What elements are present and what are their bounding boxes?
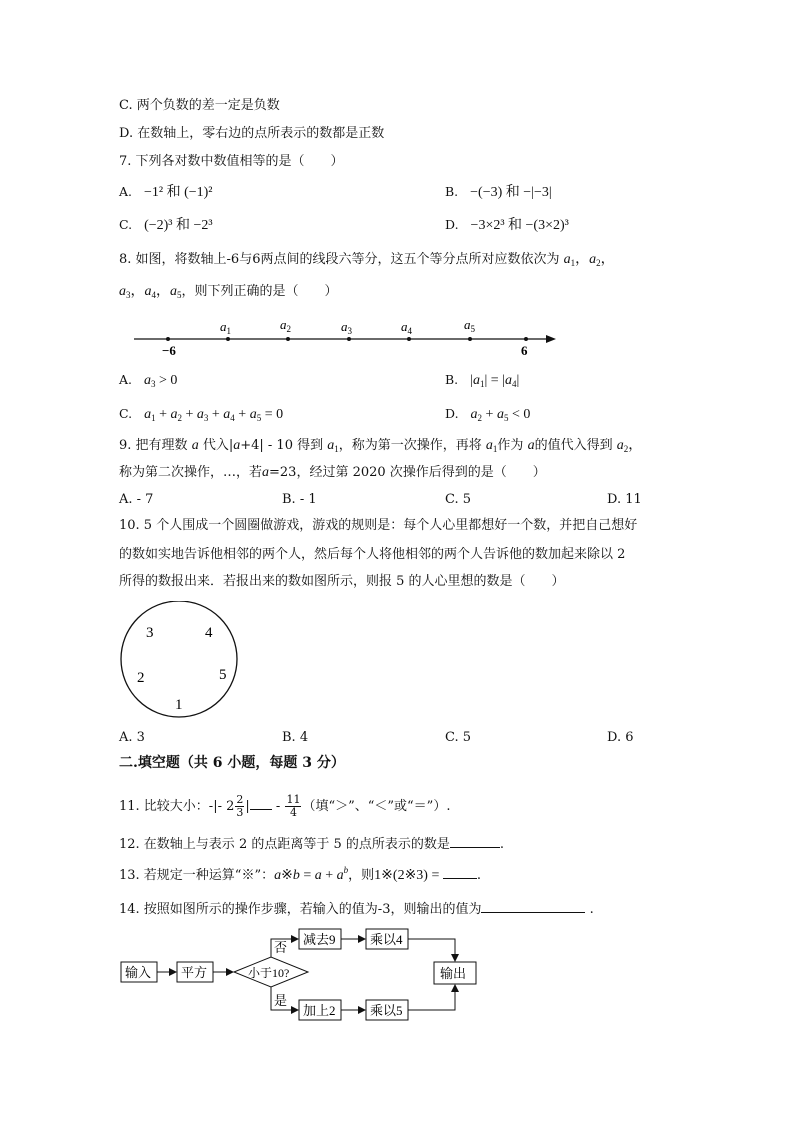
q7-option-d-expr: −3×2³ 和 −(3×2)³ xyxy=(470,218,569,233)
q7-option-c-expr: (−2)³ 和 −2³ xyxy=(144,218,213,233)
label-a4: $a_4$ xyxy=(401,319,412,336)
number-line-figure xyxy=(128,313,568,359)
q14-answer-blank[interactable] xyxy=(481,900,585,913)
point-a1 xyxy=(226,337,230,341)
q9-text-c: +4| - 10 得到 xyxy=(240,438,324,453)
q9-text-g: 称为第二次操作，…，若 xyxy=(119,465,263,480)
q9-option-c: C. 5 xyxy=(445,492,472,507)
q8-stem-text: 8. 如图，将数轴上-6与6两点间的线段六等分，这五个等分点所对应数依次为 xyxy=(119,252,560,267)
q10-stem-line3: 所得的数报出来．若报出来的数如图所示，则报 5 的人心里想的数是（ ） xyxy=(119,574,565,589)
circle-number-4: 4 xyxy=(205,625,213,641)
box-minus9-label: 减去9 xyxy=(303,932,336,947)
label-a5: $a_5$ xyxy=(464,317,475,334)
q9-stem-line2: 称为第二次操作，…，若a=23，经过第 2020 次操作后得到的是（ ） xyxy=(119,465,546,480)
q11-frac-num: 2 xyxy=(236,793,244,806)
label-6: 6 xyxy=(521,343,528,358)
q11-answer-blank[interactable] xyxy=(250,797,272,810)
box-plus2-label: 加上2 xyxy=(303,1003,336,1018)
q10-option-d: D. 6 xyxy=(607,730,634,745)
q12-text: 12. 在数轴上与表示 2 的点距离等于 5 的点所表示的数是 xyxy=(119,837,450,852)
q8-option-b-letter: B. xyxy=(445,372,459,387)
q8-option-d: D. $a_2 + a_5 < 0$ xyxy=(445,406,531,423)
point-a3 xyxy=(347,337,351,341)
q8-option-c-letter: C. xyxy=(119,406,133,421)
q7-option-d xyxy=(445,216,569,235)
q13-text-a: 13. 若规定一种运算“※”： xyxy=(119,868,275,883)
q11-text-a: 11. 比较大小：-|- 2 xyxy=(119,799,235,814)
label-neg6: −6 xyxy=(162,343,176,358)
q8-stem-text2: ，则下列正确的是（ ） xyxy=(181,284,338,299)
box-square-label: 平方 xyxy=(181,965,208,980)
q8-option-a: A. $a_3 > 0$ xyxy=(119,372,178,389)
box-output-label: 输出 xyxy=(440,966,467,981)
q7-option-a-expr: −1² 和 (−1)² xyxy=(144,185,213,200)
circle-number-5: 5 xyxy=(219,667,227,683)
q11-text-b: （填“＞”、“＜”或“＝”）. xyxy=(302,799,451,814)
point-neg6 xyxy=(166,337,170,341)
q9-text-b: 代入| xyxy=(202,438,234,453)
q9-text-e: 作为 xyxy=(497,438,524,453)
circle-number-2: 2 xyxy=(137,670,145,686)
q10-stem-line2: 的数如实地告诉他相邻的两个人，然后每个人将他相邻的两个人告诉他的数加起来除以 2 xyxy=(119,547,626,562)
q13-answer-blank[interactable] xyxy=(443,866,477,879)
q7-option-d-letter: D. xyxy=(445,217,459,232)
q8-option-a-letter: A. xyxy=(119,372,133,387)
q12-answer-blank[interactable] xyxy=(450,835,500,848)
arrow-times5-output xyxy=(408,985,455,1010)
circle-number-3: 3 xyxy=(146,625,154,641)
section-fill-in-heading: 二.填空题（共 6 小题，每题 3 分） xyxy=(119,755,345,771)
q9-option-a: A. - 7 xyxy=(119,492,154,507)
q13-text-b: ，则 xyxy=(348,868,375,883)
q6-option-d: D. 在数轴上，零右边的点所表示的数都是正数 xyxy=(119,126,385,141)
q7-option-a-letter: A. xyxy=(119,184,133,199)
q8-option-b: B. $|a_1| = |a_4|$ xyxy=(445,372,520,389)
q8-option-d-letter: D. xyxy=(445,406,459,421)
circle-figure xyxy=(118,601,242,721)
point-6 xyxy=(524,337,528,341)
q11-stem: 11. 比较大小：-|- 2 $\frac{2}{3}$ | - $\frac{11}{4}$ （填“＞”、“＜”或“＝”）. xyxy=(119,793,451,819)
q11-frac2-num: 11 xyxy=(286,793,301,806)
label-a2: $a_2$ xyxy=(280,317,291,334)
q14-stem: 14. 按照如图所示的操作步骤，若输入的值为-3，则输出的值为 . xyxy=(119,902,594,917)
q10-option-c: C. 5 xyxy=(445,730,472,745)
q11-frac-den: 3 xyxy=(236,806,244,819)
circle-number-1: 1 xyxy=(175,697,183,713)
q9-text-f: 的值代入得到 xyxy=(534,438,613,453)
box-input-label: 输入 xyxy=(125,965,152,980)
box-times5-label: 乘以5 xyxy=(370,1003,403,1018)
q10-stem-line1: 10. 5 个人围成一个圆圈做游戏，游戏的规则是：每个人心里都想好一个数，并把自己想好 xyxy=(119,518,638,533)
q7-option-b-letter: B. xyxy=(445,184,459,199)
label-a1: $a_1$ xyxy=(220,319,231,336)
point-a2 xyxy=(286,337,290,341)
q11-frac2-den: 4 xyxy=(289,806,297,819)
q9-option-b: B. - 1 xyxy=(282,492,317,507)
q7-option-b-expr: −(−3) 和 −|−3| xyxy=(470,185,552,200)
label-yes: 是 xyxy=(274,993,288,1008)
q10-option-b: B. 4 xyxy=(282,730,309,745)
q9-text-h: =23，经过第 2020 次操作后得到的是（ ） xyxy=(269,465,546,480)
q10-option-a: A. 3 xyxy=(119,730,145,745)
decision-label: 小于10? xyxy=(248,966,290,980)
q12-stem: 12. 在数轴上与表示 2 的点距离等于 5 的点所表示的数是 . xyxy=(119,837,505,852)
q9-stem-line1: 9. 把有理数 a 代入|a+4| - 10 得到 $a_1$，称为第一次操作，再将 $a_1$作为 a的值代入得到 $a_2$， xyxy=(119,438,643,454)
q6-option-c: C. 两个负数的差一定是负数 xyxy=(119,98,280,113)
point-a4 xyxy=(407,337,411,341)
q8-stem-line2: $a_3$，$a_4$，$a_5$，则下列正确的是（ ） xyxy=(119,284,338,300)
flowchart-figure xyxy=(118,925,488,1025)
q7-option-a xyxy=(119,183,213,202)
q9-text-d: ，称为第一次操作，再将 xyxy=(338,438,482,453)
point-a5 xyxy=(468,337,472,341)
q13-stem: 13. 若规定一种运算“※”：a※b = $a + a^b$，则1※(2※3) = . xyxy=(119,865,481,883)
arrow-times4-output xyxy=(408,939,455,961)
label-a3: $a_3$ xyxy=(341,319,352,336)
q14-text: 14. 按照如图所示的操作步骤，若输入的值为-3，则输出的值为 xyxy=(119,902,482,917)
q8-option-c: C. $a_1 + a_2 + a_3 + a_4 + a_5 = 0$ xyxy=(119,406,284,423)
q7-option-c xyxy=(119,216,213,235)
label-no: 否 xyxy=(274,940,288,955)
q8-stem-line1: 8. 如图，将数轴上-6与6两点间的线段六等分，这五个等分点所对应数依次为 $a_1$，$a_2$， xyxy=(119,252,615,268)
q9-option-d: D. 11 xyxy=(607,492,642,507)
q7-option-c-letter: C. xyxy=(119,217,133,232)
q9-text-a: 9. 把有理数 xyxy=(119,438,188,453)
box-times4-label: 乘以4 xyxy=(370,932,403,947)
q7-stem: 7. 下列各对数中数值相等的是（ ） xyxy=(119,154,344,169)
number-line-arrow xyxy=(546,335,556,343)
q7-option-b xyxy=(445,183,552,202)
